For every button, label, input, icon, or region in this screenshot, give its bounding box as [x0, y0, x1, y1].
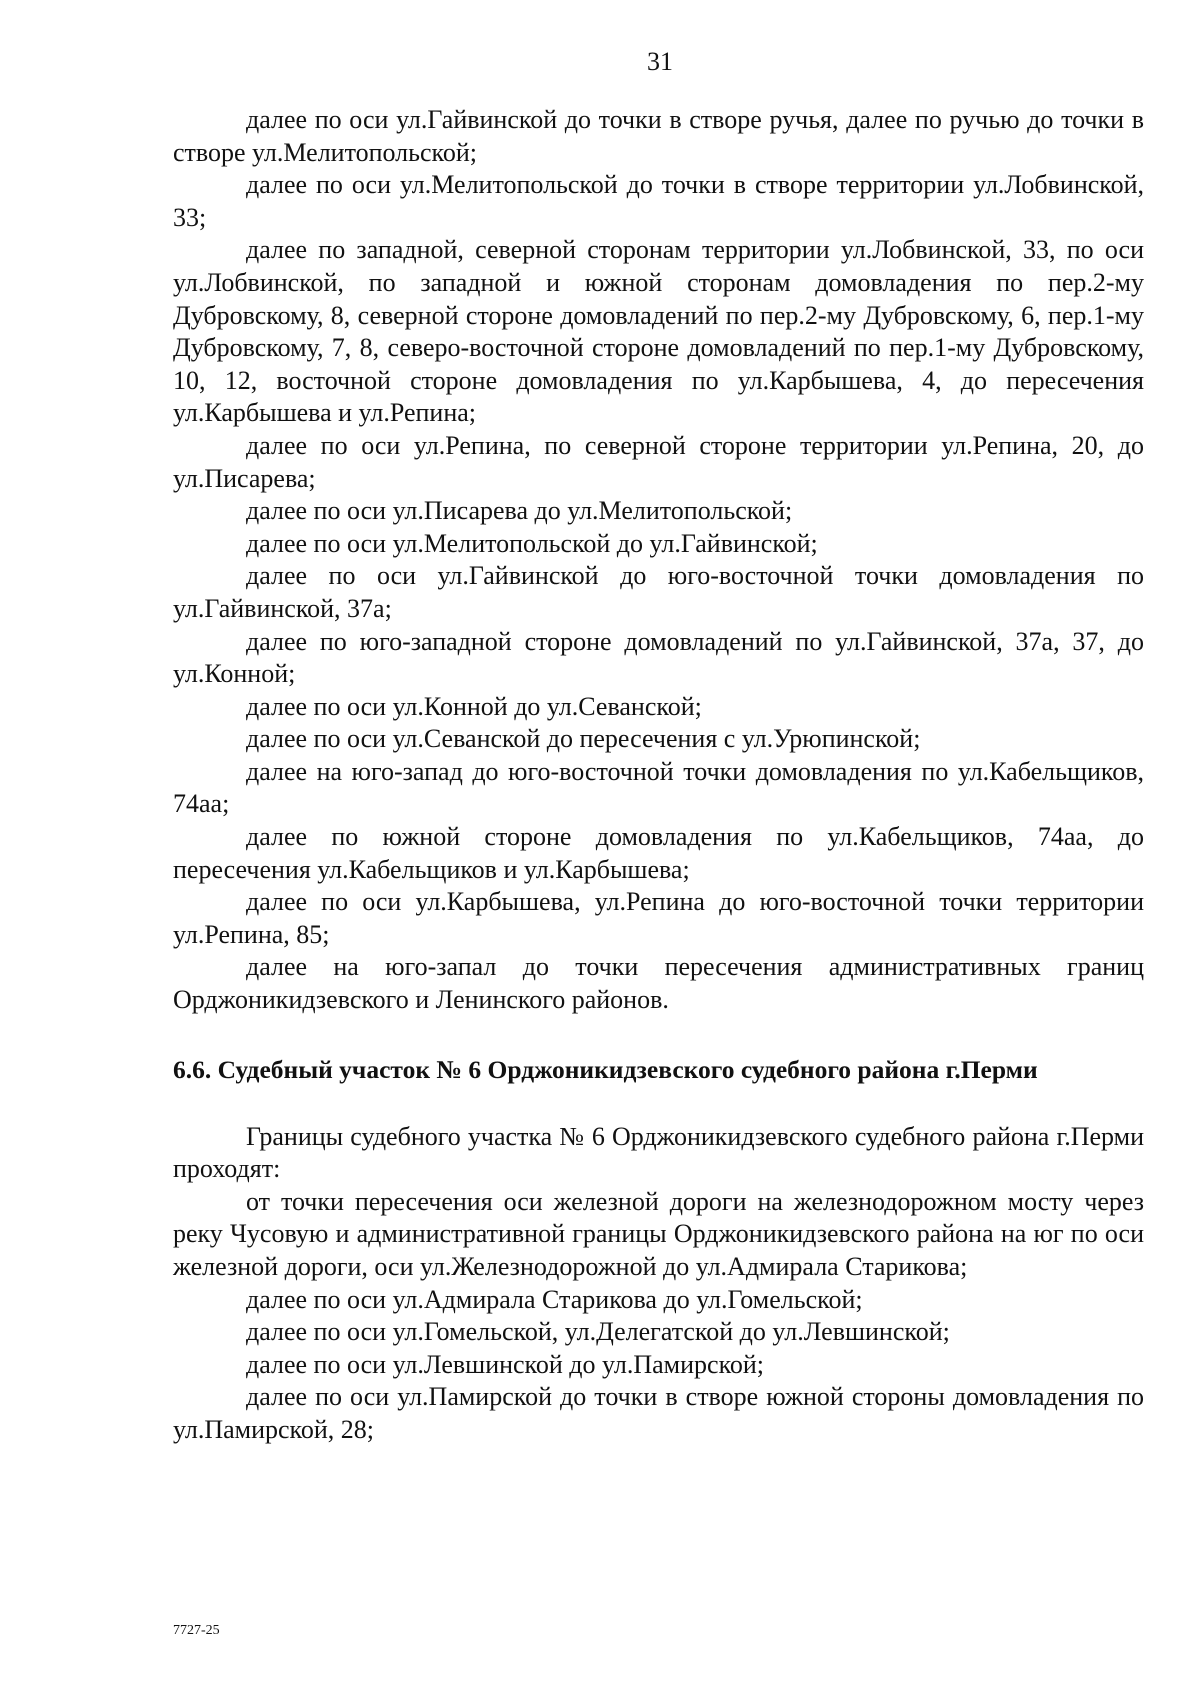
paragraph: далее по оси ул.Гомельской, ул.Делегатской до ул.Левшинской; [246, 1317, 950, 1347]
paragraph: далее по оси ул.Мелитопольской до ул.Гайвинской; [246, 528, 818, 558]
paragraph: далее по оси ул.Репина, по северной стороне территории ул.Репина, 20, до ул.Писарева; [173, 430, 1144, 493]
paragraph: далее по оси ул.Конной до ул.Севанской; [246, 691, 702, 721]
paragraph: далее по оси ул.Левшинской до ул.Памирской; [246, 1349, 765, 1379]
paragraph: далее на юго-запал до точки пересечения административных границ Орджоникидзевского и Ленинского районов. [173, 952, 1144, 1015]
paragraph: далее по оси ул.Севанской до пересечения с ул.Урюпинской; [246, 724, 921, 754]
paragraph: далее на юго-запад до юго-восточной точки домовладения по ул.Кабельщиков, 74аа; [173, 756, 1144, 819]
paragraph: далее по южной стороне домовладения по ул.Кабельщиков, 74аа, до пересечения ул.Кабельщиков и ул.Карбышева; [173, 822, 1144, 884]
section-heading: 6.6. Судебный участок № 6 Орджоникидзевского судебного района г.Перми [173, 1054, 1038, 1084]
paragraph: далее по западной, северной сторонам территории ул.Лобвинской, 33, по оси ул.Лобвинской, по западной и южной сторонам домовладения по пер.2-му Дубровскому, 8, северной стороне домовладений по пер.2-му Дубровскому, 6, пер.1-му Дубровскому, 7, 8, северо-восточной стороне домовладений по пер.1-му Дубровскому, 10, 12, восточной стороне домовладения по ул.Карбышева, 4, до пересечения ул.Карбышева и ул.Репина; [173, 235, 1144, 428]
document-body [173, 104, 1144, 1447]
paragraph: далее по оси ул.Адмирала Старикова до ул.Гомельской; [246, 1284, 863, 1314]
paragraph: Границы судебного участка № 6 Орджоникидзевского судебного района г.Перми проходят: [173, 1121, 1144, 1184]
page-number: 31 [647, 47, 673, 76]
paragraph: далее по оси ул.Памирской до точки в створе южной стороны домовладения по ул.Памирской, 28; [173, 1382, 1144, 1444]
paragraph: далее по оси ул.Гайвинской до точки в створе ручья, далее по ручью до точки в створе ул.Мелитопольской; [173, 105, 1144, 167]
document-code: 7727-25 [173, 1623, 220, 1638]
paragraph: далее по юго-западной стороне домовладений по ул.Гайвинской, 37а, 37, до ул.Конной; [173, 626, 1144, 689]
paragraph: далее по оси ул.Карбышева, ул.Репина до юго-восточной точки территории ул.Репина, 85; [173, 887, 1144, 949]
paragraph: далее по оси ул.Гайвинской до юго-восточной точки домовладения по ул.Гайвинской, 37а; [173, 561, 1144, 623]
paragraph: далее по оси ул.Писарева до ул.Мелитопольской; [246, 496, 793, 526]
paragraph: далее по оси ул.Мелитопольской до точки в створе территории ул.Лобвинской, 33; [173, 170, 1144, 232]
paragraph: от точки пересечения оси железной дороги на железнодорожном мосту через реку Чусовую и административной границы Орджоникидзевского района на юг по оси железной дороги, оси ул.Железнодорожной до ул.Адмирала Старикова; [173, 1186, 1144, 1281]
